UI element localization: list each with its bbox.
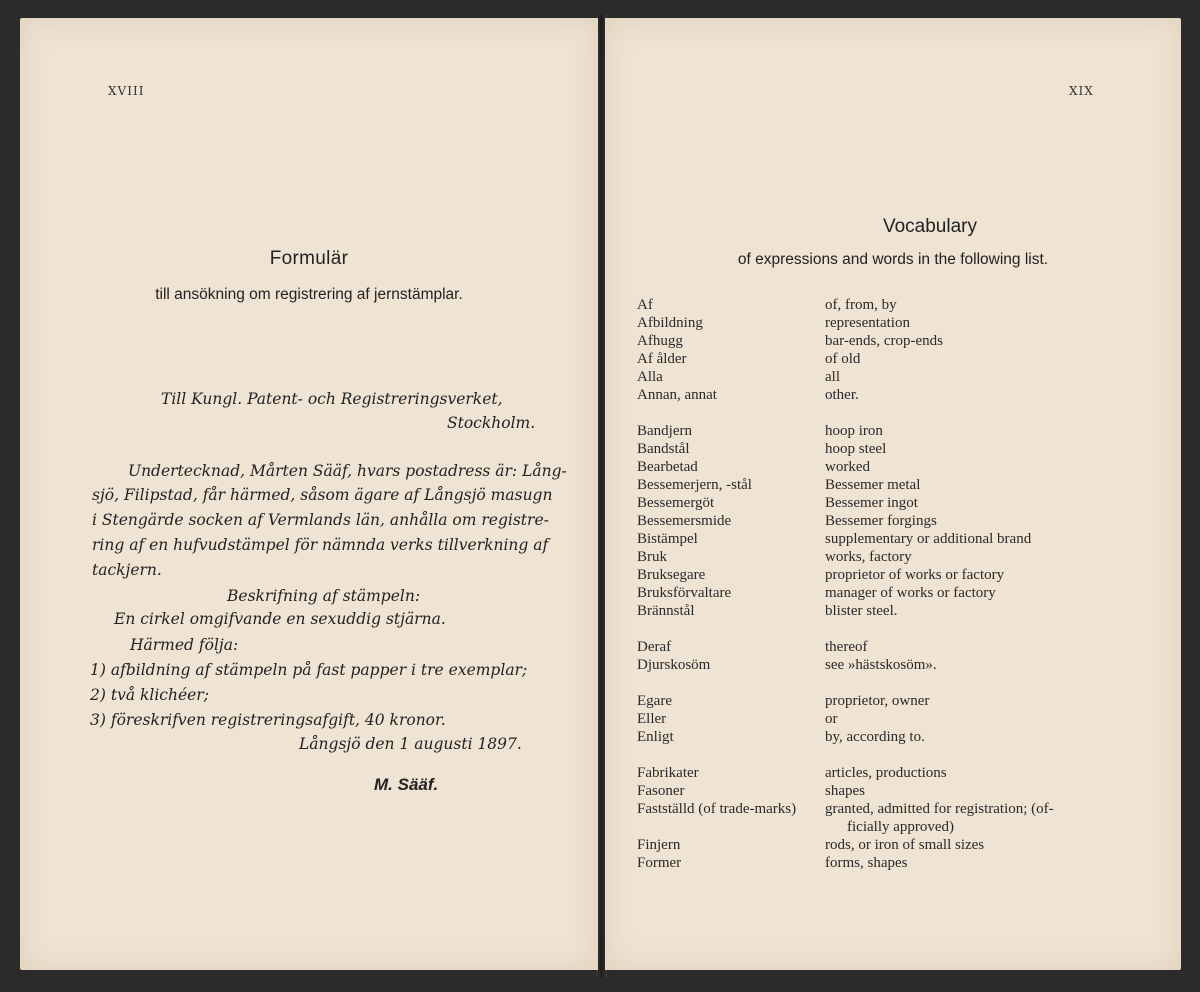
body-line: tackjern. bbox=[92, 561, 162, 579]
vocabulary-definition: rods, or iron of small sizes bbox=[825, 837, 985, 853]
vocabulary-definition: hoop iron bbox=[825, 423, 883, 439]
vocabulary-definition: thereof bbox=[825, 639, 868, 655]
vocabulary-definition: Bessemer ingot bbox=[825, 495, 918, 511]
vocabulary-definition: ficially approved) bbox=[847, 819, 955, 835]
vocabulary-term: Annan, annat bbox=[637, 387, 717, 403]
body-line: ring af en hufvudstämpel för nämnda verks tillverkning af bbox=[92, 536, 549, 554]
vocabulary-term: Bruk bbox=[637, 549, 667, 565]
form-subtitle: till ansökning om registrering af jernstämplar. bbox=[155, 286, 463, 303]
vocabulary-definition: of old bbox=[825, 351, 861, 367]
vocabulary-term: Fastställd (of trade-marks) bbox=[637, 801, 797, 817]
vocabulary-term: Alla bbox=[637, 369, 663, 385]
attachment-item: 1) afbildning af stämpeln på fast papper i tre exemplar; bbox=[90, 661, 528, 679]
attachments-heading: Härmed följa: bbox=[130, 636, 239, 654]
vocabulary-term: Afhugg bbox=[637, 333, 683, 349]
address-line-2: Stockholm. bbox=[447, 414, 536, 432]
place-date: Långsjö den 1 augusti 1897. bbox=[299, 735, 522, 753]
description-text: En cirkel omgifvande en sexuddig stjärna. bbox=[114, 610, 446, 628]
vocabulary-term: Bessemergöt bbox=[637, 495, 715, 511]
attachment-item: 2) två klichéer; bbox=[90, 686, 209, 704]
signature: M. Sääf. bbox=[374, 775, 439, 794]
vocabulary-term: Bessemersmide bbox=[637, 513, 732, 529]
vocabulary-term: Former bbox=[637, 855, 682, 871]
vocabulary-definition: Bessemer forgings bbox=[825, 513, 937, 529]
vocabulary-definition: articles, productions bbox=[825, 765, 947, 781]
vocabulary-definition: manager of works or factory bbox=[825, 585, 996, 601]
vocabulary-term: Finjern bbox=[637, 837, 681, 853]
vocabulary-definition: all bbox=[825, 369, 840, 385]
body-line: i Stengärde socken af Vermlands län, anhålla om registre- bbox=[92, 511, 549, 529]
vocabulary-definition: or bbox=[825, 711, 838, 727]
vocabulary-term: Fasoner bbox=[637, 783, 685, 799]
vocabulary-term: Af bbox=[637, 297, 653, 313]
vocabulary-term: Bruksegare bbox=[637, 567, 706, 583]
vocabulary-definition: representation bbox=[825, 315, 910, 331]
vocabulary-term: Afbildning bbox=[637, 315, 703, 331]
vocabulary-term: Bandjern bbox=[637, 423, 692, 439]
vocabulary-term: Af ålder bbox=[637, 351, 687, 367]
vocabulary-definition: hoop steel bbox=[825, 441, 887, 457]
vocabulary-term: Bistämpel bbox=[637, 531, 698, 547]
body-line: Undertecknad, Mårten Sääf, hvars postadress är: Lång- bbox=[128, 462, 567, 480]
vocabulary-definition: shapes bbox=[825, 783, 865, 799]
vocabulary-definition: bar-ends, crop-ends bbox=[825, 333, 943, 349]
vocabulary-term: Brännstål bbox=[637, 603, 695, 619]
vocabulary-term: Bearbetad bbox=[637, 459, 698, 475]
page-number: XIX bbox=[1069, 84, 1094, 98]
vocabulary-term: Fabrikater bbox=[637, 765, 699, 781]
vocabulary-definition: see »hästskosöm». bbox=[825, 657, 937, 673]
right-page bbox=[605, 18, 1181, 970]
form-title: Formulär bbox=[269, 248, 349, 269]
attachment-item: 3) föreskrifven registreringsafgift, 40 kronor. bbox=[90, 711, 446, 729]
page-number: XVIII bbox=[108, 84, 145, 98]
vocabulary-term: Bruksförvaltare bbox=[637, 585, 732, 601]
vocabulary-definition: blister steel. bbox=[825, 603, 898, 619]
vocabulary-term: Eller bbox=[637, 711, 667, 727]
vocabulary-definition: worked bbox=[825, 459, 870, 475]
vocabulary-term: Enligt bbox=[637, 729, 674, 745]
vocabulary-definition: works, factory bbox=[825, 549, 912, 565]
vocabulary-definition: of, from, by bbox=[825, 297, 897, 313]
vocabulary-definition: granted, admitted for registration; (of- bbox=[825, 801, 1054, 817]
vocabulary-definition: proprietor of works or factory bbox=[825, 567, 1005, 583]
vocabulary-definition: other. bbox=[825, 387, 859, 403]
body-line: sjö, Filipstad, får härmed, såsom ägare af Långsjö masugn bbox=[92, 486, 553, 504]
vocabulary-title: Vocabulary bbox=[882, 216, 977, 237]
address-line-1: Till Kungl. Patent- och Registreringsverket, bbox=[161, 390, 503, 408]
vocabulary-term: Egare bbox=[637, 693, 672, 709]
vocabulary-term: Bessemerjern, -stål bbox=[637, 477, 752, 493]
left-page bbox=[20, 18, 598, 970]
vocabulary-term: Deraf bbox=[637, 639, 672, 655]
vocabulary-term: Bandstål bbox=[637, 441, 690, 457]
vocabulary-definition: proprietor, owner bbox=[825, 693, 930, 709]
vocabulary-subtitle: of expressions and words in the following list. bbox=[737, 251, 1049, 268]
vocabulary-definition: by, according to. bbox=[825, 729, 925, 745]
vocabulary-definition: Bessemer metal bbox=[825, 477, 921, 493]
vocabulary-definition: supplementary or additional brand bbox=[825, 531, 1032, 547]
vocabulary-term: Djurskosöm bbox=[637, 657, 711, 673]
vocabulary-definition: forms, shapes bbox=[825, 855, 908, 871]
description-heading: Beskrifning af stämpeln: bbox=[227, 587, 421, 605]
